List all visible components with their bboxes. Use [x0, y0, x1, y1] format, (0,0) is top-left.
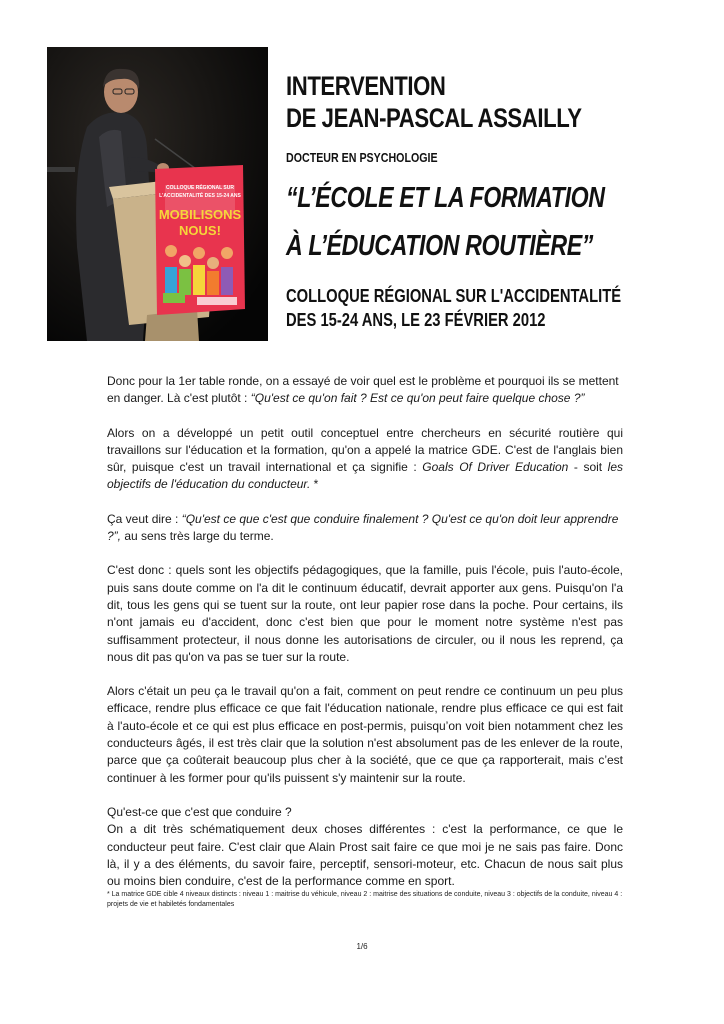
page-number: 1/6 — [356, 942, 368, 951]
paragraph-3-text: Ça veut dire : — [107, 511, 182, 526]
poster-main-2: NOUS! — [179, 223, 221, 238]
paragraph-2-objectifs: les objectifs de l'éducation du conducteur. — [107, 460, 624, 492]
paragraph-6: Qu'est-ce que c'est que conduire ? — [107, 804, 292, 819]
paragraph-2-goals: Goals Of Driver Education — [422, 460, 569, 475]
paragraph-1 — [107, 373, 623, 408]
paragraph-7: On a dit très schématiquement deux choses différentes : c'est la performance, ce que le conducteur peut faire. C'est clair que Alain Prost sait faire ce que moi je ne sais pas faire. Donc là, il y a des éléments, du savoir faire, perceptif, sensori-moteur, etc. Chacun de nous sait plus ou moins bien conduire, c'est de la performance comme en sport. — [107, 822, 623, 889]
poster-main-1: MOBILISONS — [158, 207, 242, 222]
paragraph-2 — [107, 425, 623, 494]
document-body — [107, 373, 623, 907]
talk-title-line-1: “L’ÉCOLE ET LA FORMATION — [286, 182, 605, 214]
title-line-2: DE JEAN-PASCAL ASSAILLY — [286, 103, 582, 133]
paragraph-5: Alors c'était un peu ça le travail qu'on a fait, comment on peut rendre ce continuum un peu plus efficace, rendre plus efficace ce que fait l'éducation nationale, rendre plus efficace ce qui est fait à l'auto-école et ce qui est plus efficace en post-permis, puisqu’on voit bien notamment chez les conducteurs âgés, il est très clair que la solution n'est absolument pas de les enlever de la route, parce que ça coûterait beaucoup plus cher à la société, que ce que ça rapporterait, mais c’est continuer à les former pour qu'ils puissent s'y maintenir sur la route. — [107, 684, 623, 785]
talk-title-line-2: À L’ÉDUCATION ROUTIÈRE” — [286, 230, 594, 262]
paragraph-1-quote: “Qu'est ce qu'on fait ? Est ce qu'on peut faire quelque chose ?” — [250, 391, 585, 406]
speaker-photo — [47, 47, 268, 341]
paragraph-1-text: Donc pour la 1er table ronde, on a essayé de voir quel est le problème et pourquoi ils se mettent en danger. Là c'est plutôt : — [107, 374, 619, 406]
paragraph-3-quote: “Qu'est ce que c'est que conduire finalement ? Qu'est ce qu'on doit leur apprendre ?”, — [107, 511, 619, 544]
document-header — [286, 70, 706, 332]
paragraph-3 — [107, 511, 623, 546]
paragraph-2-text: Alors on a développé un petit outil conceptuel entre chercheurs en sécurité routière qui travaillons sur l'éducation et la formation, qu'on a appelé la matrice GDE. C'est de l'anglais bien sûr, puisque c'est un travail international et ça signifie : — [107, 425, 623, 475]
colloque-line-2: DES 15-24 ANS, LE 23 FÉVRIER 2012 — [286, 310, 546, 330]
colloque-line-1: COLLOQUE RÉGIONAL SUR L'ACCIDENTALITÉ — [286, 286, 622, 306]
speaker-subtitle: DOCTEUR EN PSYCHOLOGIE — [286, 150, 438, 165]
speaker-photo-illustration — [47, 47, 268, 341]
paragraph-2-footnote-mark: * — [310, 477, 319, 492]
title-line-1: INTERVENTION — [286, 71, 446, 101]
footnote: * La matrice GDE cible 4 niveaux distincts : niveau 1 : maitrise du véhicule, niveau 2 : maitrise des situations de conduite, niveau 3 : objectifs de la conduite, niveau 4 : projets de vie et habiletés fondamentales — [107, 891, 623, 908]
paragraph-4: C'est donc : quels sont les objectifs pédagogiques, que la famille, puis l'école, puis l'auto-école, puis sans doute comme on l'a dit le continuum éducatif, devrait apporter aux gens. Puisqu'on l'a dit, tous les gens qui se tuent sur la route, ont leur papier rose dans la poche. Pour certains, ils n'ont jamais eu d'accident, donc c'est bien que pour le moment notre système n'est pas suffisamment protecteur, il nous donne les autorisations de circuler, ou il nous les reprend, ça nous dit pas qu'on va pas se tuer sur la route. — [107, 563, 623, 664]
paragraph-3-end: au sens très large du terme. — [121, 529, 274, 544]
paragraph-2-soit: - soit — [568, 460, 608, 475]
poster-line-2: L'ACCIDENTALITÉ DES 15-24 ANS — [159, 193, 241, 199]
poster-line-1: COLLOQUE RÉGIONAL SUR — [166, 185, 234, 191]
